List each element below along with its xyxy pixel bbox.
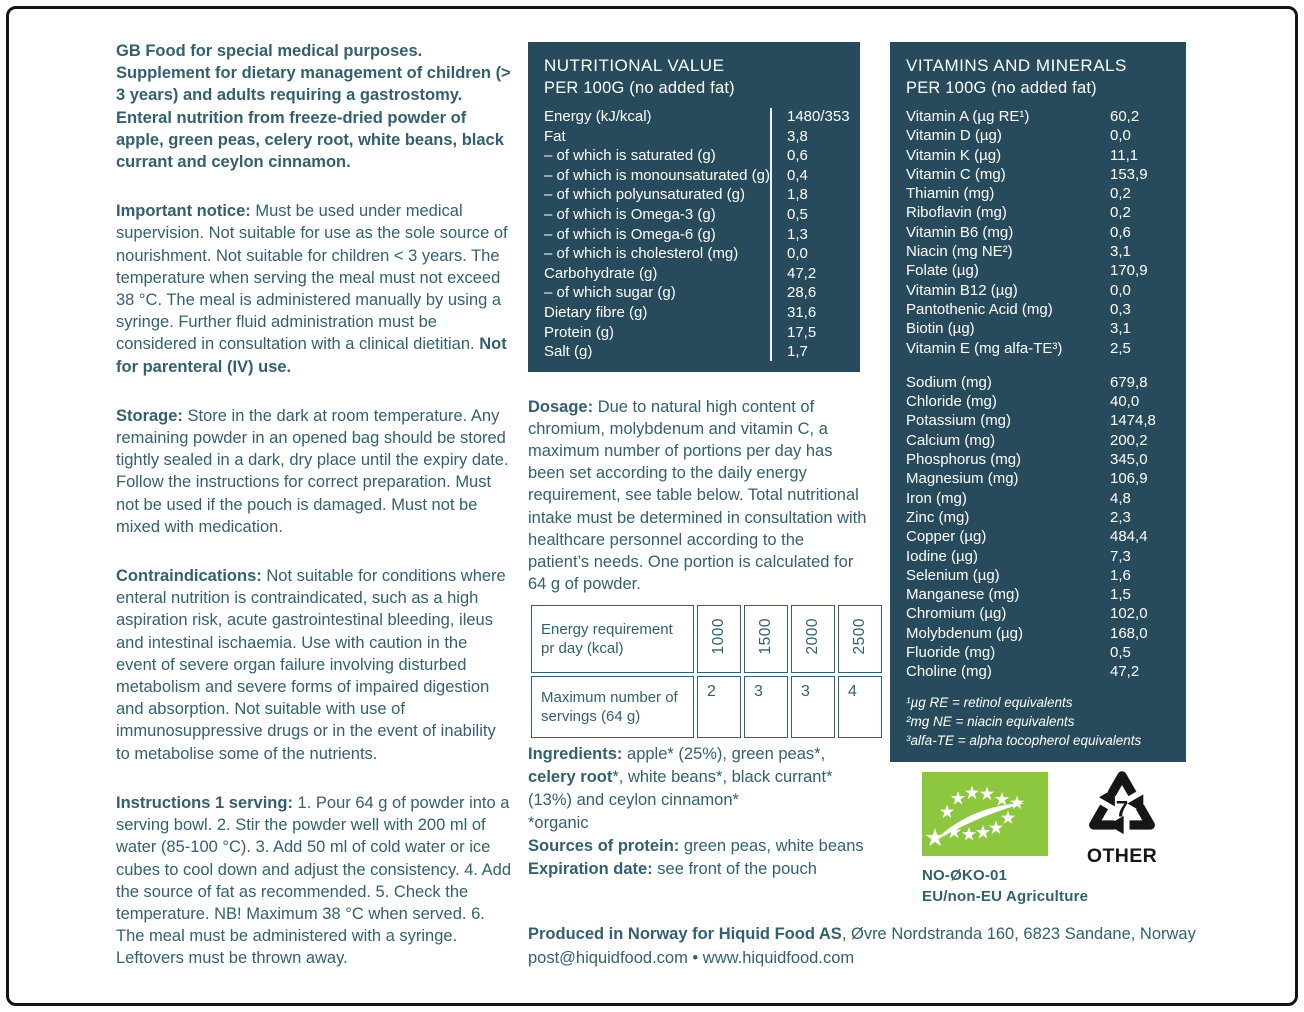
organic-origin: EU/non-EU Agriculture [922,887,1089,905]
nutrition-row [544,146,846,166]
vitamin-row [906,107,1172,126]
servings-row-label: Maximum number of servings (64 g) [531,676,694,738]
ingredients-line: Ingredients: apple* (25%), green peas*, celery root*, white beans*, black currant* (13%) and ceylon cinnamon* [528,745,833,809]
vitamin-label: Thiamin (mg) [906,185,995,203]
organic-note: *organic [528,814,589,832]
producer-footer [528,922,1218,970]
minerals-table [906,373,1172,682]
mineral-value: 7,3 [1110,547,1131,565]
vitamin-value: 11,1 [1110,146,1139,164]
mineral-value: 200,2 [1110,431,1148,449]
resin-code-label: OTHER [1086,845,1158,867]
nutrition-row [544,283,846,303]
nutrition-row [544,185,846,205]
mineral-label: Potassium (mg) [906,412,1012,430]
nutritional-value-subtitle: PER 100G (no added fat) [544,79,735,97]
vitamin-value: 0,0 [1110,281,1131,299]
nutrient-label: – of which sugar (g) [544,284,676,302]
servings-value-cell: 2 [697,676,741,738]
mineral-label: Copper (µg) [906,528,987,546]
nutrient-label: – of which is saturated (g) [544,147,716,165]
footnotes [906,693,1172,750]
nutrition-row [544,127,846,147]
mineral-label: Magnesium (mg) [906,470,1019,488]
vitamin-label: Vitamin A (µg RE¹) [906,108,1030,125]
vitamin-value: 0,2 [1110,185,1131,203]
mineral-row [906,469,1172,488]
mineral-label: Chromium (µg) [906,605,1007,623]
nutrition-row [544,205,846,225]
vitamin-row [906,300,1172,319]
important-notice-paragraph: Important notice: Must be used under medical supervision. Not suitable for use as the sole source of nourishment. Not suitable for children < 3 years. The temperature when serving the meal must not exceed 38 °C. The meal is administered manually by using a syringe. Further fluid administration must be considered in consultation with a clinical dietitian. Not for parenteral (IV) use. [116,202,508,376]
table-divider [770,108,772,361]
vitamin-label: Pantothenic Acid (mg) [906,300,1053,318]
nutrition-table [544,107,850,362]
mineral-row [906,566,1172,585]
nutrient-value: 17,5 [787,323,817,341]
vitamin-label: Niacin (mg NE²) [906,243,1013,261]
vitamin-label: Riboflavin (mg) [906,204,1007,222]
vitamin-value: 3,1 [1110,320,1131,338]
mineral-value: 40,0 [1110,393,1140,411]
vitamins-table [906,107,1172,358]
vitamins-subtitle: PER 100G (no added fat) [906,79,1097,97]
nutrient-label: Protein (g) [544,323,615,341]
nutrient-label: Carbohydrate (g) [544,264,658,282]
vitamin-row [906,165,1172,184]
mineral-value: 679,8 [1110,373,1148,391]
nutrition-row [544,107,850,127]
vitamin-value: 0,2 [1110,204,1131,222]
expiration-date-line: Expiration date: see front of the pouch [528,860,817,878]
mineral-label: Zinc (mg) [906,508,970,526]
servings-value-cell: 3 [744,676,788,738]
nutrient-value: 47,2 [787,264,817,282]
nutrition-row [544,244,846,264]
energy-value-cell: 1000 [697,605,741,673]
vitamin-label: Biotin (µg) [906,320,975,338]
mineral-label: Molybdenum (µg) [906,624,1024,642]
nutrition-row [544,264,846,284]
mineral-row [906,450,1172,469]
nutrient-value: 0,5 [787,205,808,223]
eu-organic-leaf-icon [922,772,1048,856]
nutrition-row [544,225,846,245]
left-text-column [116,40,512,997]
mineral-row [906,624,1172,643]
ingredients-block [528,743,876,881]
vitamin-value: 170,9 [1110,262,1148,280]
vitamin-row [906,242,1172,261]
mineral-row [906,392,1172,411]
vitamin-value: 153,9 [1110,165,1148,183]
mineral-value: 1,5 [1110,586,1131,604]
nutrient-label: – of which is Omega-3 (g) [544,205,716,223]
nutrition-row [544,323,846,343]
recycling-code-block [1082,770,1162,868]
mineral-row [906,508,1172,527]
mineral-value: 1,6 [1110,566,1131,584]
organic-code: NO-ØKO-01 [922,867,1008,884]
mineral-row [906,373,1172,392]
mineral-value: 1474,8 [1110,412,1156,430]
vitamins-title: VITAMINS AND MINERALS [906,56,1127,75]
mineral-row [906,431,1172,450]
producer-contact-line: post@hiquidfood.com • www.hiquidfood.com [528,949,855,967]
vitamin-label: Vitamin B6 (mg) [906,223,1014,241]
vitamin-value: 2,5 [1110,339,1131,357]
nutrition-row [544,303,846,323]
energy-row-label: Energy requirement pr day (kcal) [531,605,694,673]
nutrient-value: 1,8 [787,186,808,204]
vitamin-row [906,203,1172,222]
mineral-label: Phosphorus (mg) [906,451,1022,469]
servings-value-cell: 3 [791,676,835,738]
vitamin-label: Folate (µg) [906,262,979,280]
mineral-label: Fluoride (mg) [906,644,996,662]
protein-sources-line: Sources of protein: green peas, white beans [528,837,864,855]
vitamin-value: 3,1 [1110,243,1131,261]
instructions-paragraph: Instructions 1 serving: 1. Pour 64 g of powder into a serving bowl. 2. Stir the powder well with 200 ml of water (85-100 °C). 3. Add 50 ml of cold water or ice cubes to cool down and adjust the consistency. 4. Add the source of fat as recommended. 5. Check the temperature. NB! Maximum 38 °C when served. 6. The meal must be administered with a syringe. Leftovers must be thrown away. [116,793,512,968]
spacer [906,358,1172,373]
energy-value-cell: 2000 [791,605,835,673]
mineral-row [906,411,1172,430]
nutrient-value: 1,7 [787,343,808,361]
nutrient-value: 0,0 [787,245,808,263]
servings-value-cell: 4 [838,676,882,738]
mineral-label: Sodium (mg) [906,373,992,391]
dosage-paragraph: Dosage: Due to natural high content of chromium, molybdenum and vitamin C, a maximum number of portions per day has been set according to the daily energy requirement, see table below. Total nutritional intake must be determined in consultation with healthcare personnel according to the patient’s needs. One portion is calculated for 64 g of powder. [528,397,867,594]
energy-requirement-table [528,602,885,741]
vitamin-label: Vitamin D (µg) [906,127,1002,145]
nutrient-label: Salt (g) [544,343,593,361]
mineral-label: Iodine (µg) [906,547,979,565]
mineral-value: 2,3 [1110,508,1131,526]
vitamin-row [906,339,1172,358]
vitamin-row [906,319,1172,338]
mineral-row [906,547,1172,566]
mineral-row [906,489,1172,508]
nutrient-value: 1,3 [787,225,808,243]
vitamin-label: Vitamin K (µg) [906,146,1002,164]
mineral-value: 102,0 [1110,605,1148,623]
vitamin-row [906,146,1172,165]
nutrient-label: Energy (kJ/kcal) [544,108,652,125]
vitamin-value: 60,2 [1110,108,1140,125]
mineral-label: Choline (mg) [906,663,992,681]
vitamin-row [906,223,1172,242]
product-description-paragraph: GB Food for special medical purposes. Supplement for dietary management of children (> 3 years) and adults requiring a gastrostomy. Enteral nutrition from freeze-dried powder of apple, green peas, celery root, white beans, black currant and ceylon cinnamon. [116,42,511,172]
storage-paragraph: Storage: Store in the dark at room temperature. Any remaining powder in an opened bag should be stored tightly sealed in a dark, dry place until the expiry date. Follow the instructions for correct preparation. Must not be used if the pouch is damaged. Must not be mixed with medication. [116,406,509,536]
vitamin-row [906,281,1172,300]
vitamin-label: Vitamin C (mg) [906,165,1006,183]
servings-row [531,676,882,738]
nutritional-value-box [528,42,860,372]
mineral-value: 4,8 [1110,489,1131,507]
nutrient-value: 0,4 [787,166,808,184]
energy-value-cell: 1500 [744,605,788,673]
nutrient-label: Fat [544,127,566,145]
mineral-row [906,604,1172,623]
mineral-row [906,643,1172,662]
nutrient-value: 3,8 [787,127,808,145]
vitamin-value: 0,6 [1110,223,1131,241]
footnote-line: ³alfa-TE = alpha tocopherol equivalents [906,732,1142,748]
footnote-line: ²mg NE = niacin equivalents [906,713,1075,729]
nutrition-row [544,342,846,362]
nutritional-value-title: NUTRITIONAL VALUE [544,56,725,75]
footnote-line: ¹µg RE = retinol equivalents [906,694,1073,710]
vitamin-value: 0,3 [1110,300,1131,318]
nutrient-value: 0,6 [787,147,808,165]
mineral-row [906,527,1172,546]
mineral-label: Calcium (mg) [906,431,996,449]
nutrient-label: – of which polyunsaturated (g) [544,186,745,204]
vitamin-value: 0,0 [1110,127,1131,145]
vitamin-row [906,126,1172,145]
recycling-triangle-icon [1082,770,1162,840]
vitamin-label: Vitamin E (mg alfa-TE³) [906,339,1063,357]
nutrient-value: 31,6 [787,303,817,321]
mineral-label: Selenium (µg) [906,566,1000,584]
nutrient-label: – of which is cholesterol (mg) [544,245,739,263]
energy-requirement-row [531,605,882,673]
nutrient-label: – of which is monounsaturated (g) [544,166,770,184]
vitamins-minerals-box [890,42,1186,762]
mineral-label: Chloride (mg) [906,393,997,411]
nutrient-label: Dietary fibre (g) [544,303,648,321]
energy-value-cell: 2500 [838,605,882,673]
mineral-value: 168,0 [1110,624,1148,642]
resin-code-number: 7 [1115,796,1129,822]
nutrient-value: 1480/353 [787,108,850,125]
mineral-label: Iron (mg) [906,489,967,507]
nutrition-row [544,166,846,186]
mineral-row [906,585,1172,604]
contraindications-paragraph: Contraindications: Not suitable for conditions where enteral nutrition is contraindicated, such as a high aspiration risk, acute gastrointestinal bleeding, ileus and intestinal ischaemia. Use with caution in the event of severe organ failure involving disturbed metabolism and severe forms of impaired digestion and absorption. Not suitable with use of immunosuppressive drugs or in the event of inability to metabolise some of the nutrients. [116,567,506,763]
mineral-value: 345,0 [1110,451,1148,469]
organic-certification-text [922,866,1088,907]
nutrient-value: 28,6 [787,284,817,302]
vitamin-row [906,261,1172,280]
mineral-value: 0,5 [1110,644,1131,662]
vitamin-label: Vitamin B12 (µg) [906,281,1018,299]
mineral-value: 47,2 [1110,663,1140,681]
mineral-row [906,662,1172,681]
mineral-label: Manganese (mg) [906,586,1020,604]
mineral-value: 106,9 [1110,470,1148,488]
nutrient-label: – of which is Omega-6 (g) [544,225,716,243]
mineral-value: 484,4 [1110,528,1148,546]
vitamin-row [906,184,1172,203]
producer-address-line: Produced in Norway for Hiquid Food AS, Øvre Nordstranda 160, 6823 Sandane, Norway [528,925,1196,943]
